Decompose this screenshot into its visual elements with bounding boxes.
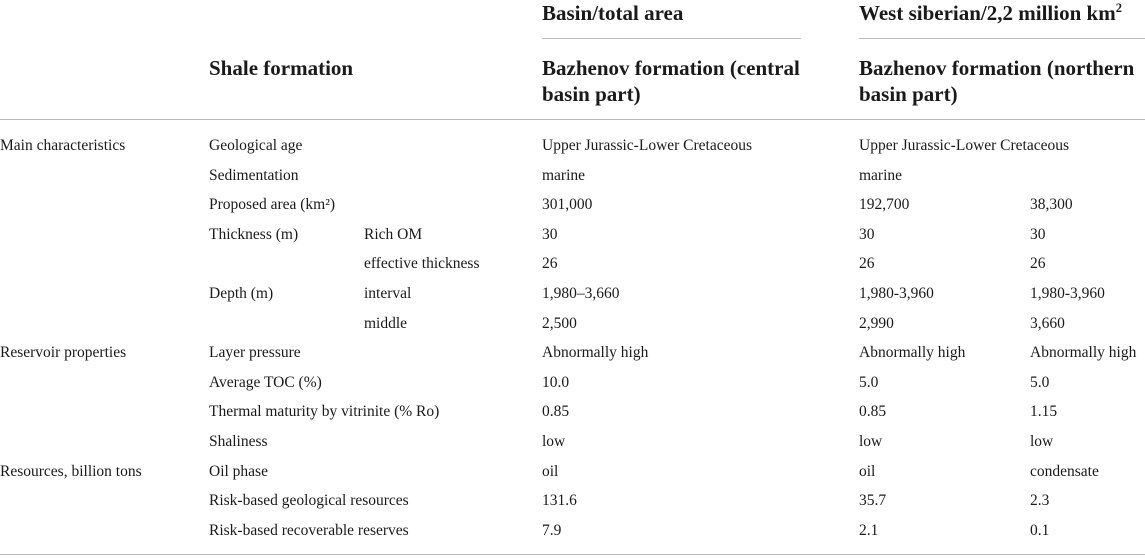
table-bottom-rule: [0, 554, 1145, 555]
cell-north1: oil: [859, 462, 876, 480]
cell-param: Sedimentation: [209, 166, 299, 184]
header-central-line2: basin part): [542, 82, 641, 106]
header-group-basin-text: Basin/total area: [542, 1, 684, 25]
cell-param: Risk-based recoverable reserves: [209, 521, 409, 539]
cell-north2: 30: [1030, 225, 1046, 243]
cell-param: Thermal maturity by vitrinite (% Ro): [209, 403, 440, 421]
cell-sub: middle: [364, 314, 408, 332]
cell-category: Resources, billion tons: [0, 462, 142, 480]
cell-central: 0.85: [542, 403, 570, 421]
cell-north2: 1,980-3,960: [1030, 285, 1105, 302]
cell-central: 131.6: [542, 492, 577, 510]
cell-north1: 1,980-3,960: [859, 285, 934, 302]
cell-north1: 26: [859, 255, 875, 273]
cell-north1: 35.7: [859, 492, 887, 510]
cell-sub: interval: [364, 285, 412, 302]
cell-central: oil: [542, 462, 559, 480]
cell-central: 301,000: [542, 196, 593, 214]
cell-central: 7.9: [542, 521, 562, 539]
cell-param: Depth (m): [209, 285, 274, 302]
cell-param: Risk-based geological resources: [209, 492, 409, 510]
cell-param: Oil phase: [209, 462, 268, 480]
cell-north2: 5.0: [1030, 373, 1050, 391]
cell-north2: 38,300: [1030, 196, 1073, 214]
cell-north2: condensate: [1030, 462, 1099, 480]
cell-north2: low: [1030, 433, 1054, 450]
cell-north2: 2.3: [1030, 492, 1050, 510]
header-north-line1: Bazhenov formation (northern: [859, 56, 1135, 80]
cell-central: 26: [542, 255, 558, 273]
header-group-west-siberian-text: West siberian/2,2 million km: [859, 1, 1116, 25]
header-group-rule-right: [859, 38, 1145, 39]
header-north-line2: basin part): [859, 82, 958, 106]
header-superscript: 2: [1115, 1, 1122, 15]
cell-north1: 192,700: [859, 196, 910, 214]
cell-param: Proposed area (km²): [209, 196, 336, 214]
cell-north1: 30: [859, 225, 875, 243]
cell-param: Average TOC (%): [209, 373, 322, 391]
cell-north2: 1.15: [1030, 403, 1058, 421]
cell-param: Geological age: [209, 137, 303, 154]
cell-central: marine: [542, 166, 586, 184]
cell-param: Shaliness: [209, 433, 268, 450]
cell-param: Thickness (m): [209, 225, 299, 243]
cell-north2: Abnormally high: [1030, 344, 1137, 362]
cell-north1: 2,990: [859, 314, 894, 332]
cell-north1: marine: [859, 166, 903, 184]
cell-north1: Upper Jurassic-Lower Cretaceous: [859, 137, 1070, 154]
cell-param: Layer pressure: [209, 344, 301, 362]
cell-central: 10.0: [542, 373, 570, 391]
cell-north1: Abnormally high: [859, 344, 966, 362]
cell-central: Upper Jurassic-Lower Cretaceous: [542, 137, 753, 154]
header-shale-formation: Shale formation: [209, 56, 354, 80]
cell-north2: 0.1: [1030, 521, 1050, 539]
header-group-west-siberian: [859, 0, 1122, 26]
cell-central: 30: [542, 225, 558, 243]
cell-central: 2,500: [542, 314, 577, 332]
cell-category: Reservoir properties: [0, 344, 127, 362]
cell-north1: low: [859, 433, 883, 450]
cell-north2: 3,660: [1030, 314, 1065, 332]
header-central-line1: Bazhenov formation (central: [542, 56, 800, 80]
cell-central: low: [542, 433, 566, 450]
header-group-rule-left: [542, 38, 801, 39]
cell-north2: 26: [1030, 255, 1046, 273]
header-group-basin: [542, 0, 683, 26]
cell-north1: 5.0: [859, 373, 879, 391]
cell-sub: effective thickness: [364, 255, 480, 273]
cell-category: Main characteristics: [0, 137, 126, 154]
cell-central: 1,980–3,660: [542, 285, 620, 302]
cell-north1: 2.1: [859, 521, 879, 539]
header-bottom-rule: [0, 119, 1145, 120]
cell-sub: Rich OM: [364, 225, 423, 243]
cell-central: Abnormally high: [542, 344, 649, 362]
cell-north1: 0.85: [859, 403, 887, 421]
